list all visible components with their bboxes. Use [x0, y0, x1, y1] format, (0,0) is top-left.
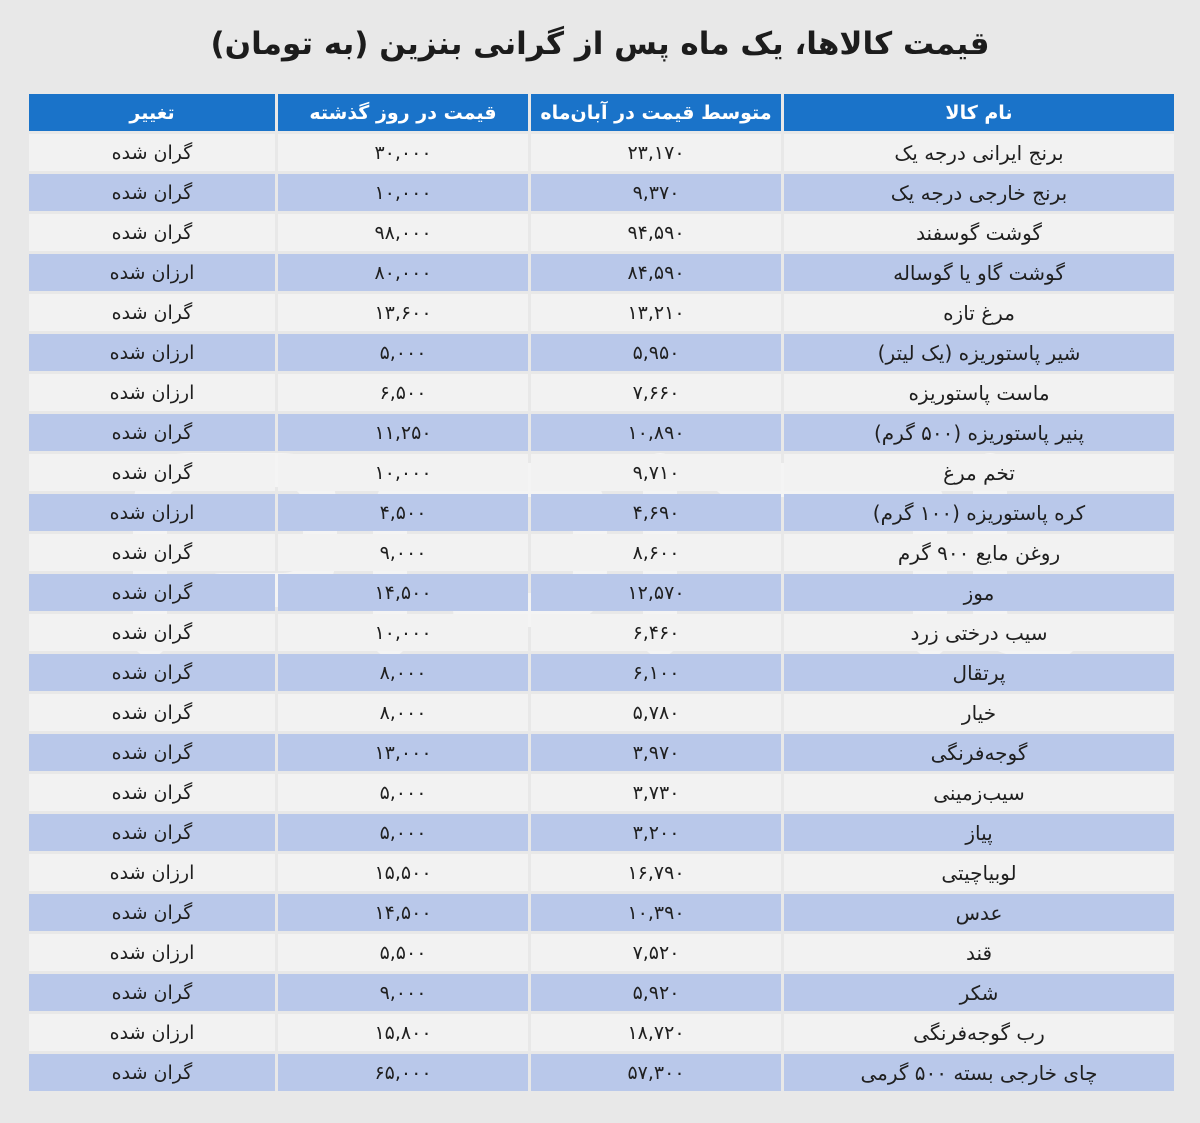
item-name-cell: ماست پاستوریزه	[784, 374, 1174, 411]
change-cell: گران شده	[29, 694, 275, 731]
yesterday-price-cell: ۴,۵۰۰	[278, 494, 528, 531]
average-price-cell: ۳,۷۳۰	[531, 774, 781, 811]
average-price-cell: ۵,۷۸۰	[531, 694, 781, 731]
yesterday-price-cell: ۵,۰۰۰	[278, 814, 528, 851]
table-row	[29, 894, 1174, 931]
yesterday-price-cell: ۸,۰۰۰	[278, 694, 528, 731]
average-price-cell: ۵۷,۳۰۰	[531, 1054, 781, 1091]
table-row	[29, 294, 1174, 331]
table-row	[29, 974, 1174, 1011]
table-row	[29, 494, 1174, 531]
header-item-name: نام کالا	[784, 94, 1174, 131]
item-name-cell: پرتقال	[784, 654, 1174, 691]
item-name-cell: روغن مایع ۹۰۰ گرم	[784, 534, 1174, 571]
change-cell: گران شده	[29, 614, 275, 651]
change-cell: گران شده	[29, 534, 275, 571]
average-price-cell: ۴,۶۹۰	[531, 494, 781, 531]
change-cell: گران شده	[29, 574, 275, 611]
yesterday-price-cell: ۱۵,۸۰۰	[278, 1014, 528, 1051]
yesterday-price-cell: ۸۰,۰۰۰	[278, 254, 528, 291]
item-name-cell: کره پاستوریزه (۱۰۰ گرم)	[784, 494, 1174, 531]
yesterday-price-cell: ۹,۰۰۰	[278, 974, 528, 1011]
item-name-cell: شیر پاستوریزه (یک لیتر)	[784, 334, 1174, 371]
average-price-cell: ۷,۶۶۰	[531, 374, 781, 411]
item-name-cell: برنج خارجی درجه یک	[784, 174, 1174, 211]
yesterday-price-cell: ۱۳,۶۰۰	[278, 294, 528, 331]
yesterday-price-cell: ۱۰,۰۰۰	[278, 454, 528, 491]
table-row	[29, 854, 1174, 891]
average-price-cell: ۸,۶۰۰	[531, 534, 781, 571]
yesterday-price-cell: ۱۱,۲۵۰	[278, 414, 528, 451]
change-cell: گران شده	[29, 774, 275, 811]
table-row	[29, 134, 1174, 171]
item-name-cell: سیب درختی زرد	[784, 614, 1174, 651]
average-price-cell: ۹,۳۷۰	[531, 174, 781, 211]
table-row	[29, 734, 1174, 771]
header-change: تغییر	[29, 94, 275, 131]
average-price-cell: ۹,۷۱۰	[531, 454, 781, 491]
yesterday-price-cell: ۹,۰۰۰	[278, 534, 528, 571]
change-cell: ارزان شده	[29, 934, 275, 971]
yesterday-price-cell: ۵,۰۰۰	[278, 334, 528, 371]
change-cell: گران شده	[29, 134, 275, 171]
yesterday-price-cell: ۱۰,۰۰۰	[278, 614, 528, 651]
average-price-cell: ۱۳,۲۱۰	[531, 294, 781, 331]
item-name-cell: برنج ایرانی درجه یک	[784, 134, 1174, 171]
item-name-cell: تخم مرغ	[784, 454, 1174, 491]
table-row	[29, 774, 1174, 811]
table-body	[29, 134, 1174, 1091]
average-price-cell: ۳,۲۰۰	[531, 814, 781, 851]
yesterday-price-cell: ۳۰,۰۰۰	[278, 134, 528, 171]
table-row	[29, 814, 1174, 851]
page-title: قیمت کالاها، یک ماه پس از گرانی بنزین (به تومان)	[210, 26, 990, 62]
average-price-cell: ۵,۹۲۰	[531, 974, 781, 1011]
item-name-cell: سیب‌زمینی	[784, 774, 1174, 811]
item-name-cell: پیاز	[784, 814, 1174, 851]
change-cell: گران شده	[29, 814, 275, 851]
change-cell: ارزان شده	[29, 334, 275, 371]
item-name-cell: گوشت گاو یا گوساله	[784, 254, 1174, 291]
yesterday-price-cell: ۱۰,۰۰۰	[278, 174, 528, 211]
yesterday-price-cell: ۶۵,۰۰۰	[278, 1054, 528, 1091]
change-cell: گران شده	[29, 214, 275, 251]
change-cell: ارزان شده	[29, 494, 275, 531]
average-price-cell: ۲۳,۱۷۰	[531, 134, 781, 171]
header-yesterday-price: قیمت در روز گذشته	[278, 94, 528, 131]
item-name-cell: خیار	[784, 694, 1174, 731]
change-cell: گران شده	[29, 454, 275, 491]
table-row	[29, 454, 1174, 491]
change-cell: گران شده	[29, 174, 275, 211]
change-cell: ارزان شده	[29, 854, 275, 891]
item-name-cell: لوبیاچیتی	[784, 854, 1174, 891]
yesterday-price-cell: ۱۴,۵۰۰	[278, 894, 528, 931]
yesterday-price-cell: ۱۵,۵۰۰	[278, 854, 528, 891]
table-row	[29, 934, 1174, 971]
change-cell: گران شده	[29, 1054, 275, 1091]
item-name-cell: عدس	[784, 894, 1174, 931]
table-row	[29, 1054, 1174, 1091]
item-name-cell: گوشت گوسفند	[784, 214, 1174, 251]
yesterday-price-cell: ۵,۵۰۰	[278, 934, 528, 971]
average-price-cell: ۱۲,۵۷۰	[531, 574, 781, 611]
yesterday-price-cell: ۱۴,۵۰۰	[278, 574, 528, 611]
average-price-cell: ۹۴,۵۹۰	[531, 214, 781, 251]
table-row	[29, 414, 1174, 451]
yesterday-price-cell: ۱۳,۰۰۰	[278, 734, 528, 771]
item-name-cell: شکر	[784, 974, 1174, 1011]
yesterday-price-cell: ۹۸,۰۰۰	[278, 214, 528, 251]
average-price-cell: ۱۸,۷۲۰	[531, 1014, 781, 1051]
average-price-cell: ۶,۴۶۰	[531, 614, 781, 651]
average-price-cell: ۳,۹۷۰	[531, 734, 781, 771]
item-name-cell: قند	[784, 934, 1174, 971]
item-name-cell: پنیر پاستوریزه (۵۰۰ گرم)	[784, 414, 1174, 451]
item-name-cell: موز	[784, 574, 1174, 611]
change-cell: ارزان شده	[29, 254, 275, 291]
yesterday-price-cell: ۵,۰۰۰	[278, 774, 528, 811]
price-table	[26, 91, 1177, 1094]
change-cell: گران شده	[29, 294, 275, 331]
average-price-cell: ۱۰,۸۹۰	[531, 414, 781, 451]
table-row	[29, 174, 1174, 211]
average-price-cell: ۷,۵۲۰	[531, 934, 781, 971]
table-row	[29, 534, 1174, 571]
change-cell: ارزان شده	[29, 1014, 275, 1051]
table-row	[29, 1014, 1174, 1051]
change-cell: گران شده	[29, 974, 275, 1011]
item-name-cell: رب گوجه‌فرنگی	[784, 1014, 1174, 1051]
table-row	[29, 614, 1174, 651]
table-row	[29, 374, 1174, 411]
table-row	[29, 654, 1174, 691]
average-price-cell: ۱۶,۷۹۰	[531, 854, 781, 891]
table-row	[29, 214, 1174, 251]
change-cell: ارزان شده	[29, 374, 275, 411]
average-price-cell: ۱۰,۳۹۰	[531, 894, 781, 931]
average-price-cell: ۶,۱۰۰	[531, 654, 781, 691]
yesterday-price-cell: ۸,۰۰۰	[278, 654, 528, 691]
average-price-cell: ۵,۹۵۰	[531, 334, 781, 371]
change-cell: گران شده	[29, 734, 275, 771]
table-row	[29, 254, 1174, 291]
header-average-price: متوسط قیمت در آبان‌ماه	[531, 94, 781, 131]
item-name-cell: چای خارجی بسته ۵۰۰ گرمی	[784, 1054, 1174, 1091]
table-row	[29, 694, 1174, 731]
yesterday-price-cell: ۶,۵۰۰	[278, 374, 528, 411]
change-cell: گران شده	[29, 414, 275, 451]
table-row	[29, 334, 1174, 371]
item-name-cell: مرغ تازه	[784, 294, 1174, 331]
table-header-row	[29, 94, 1174, 131]
table-row	[29, 574, 1174, 611]
change-cell: گران شده	[29, 654, 275, 691]
average-price-cell: ۸۴,۵۹۰	[531, 254, 781, 291]
item-name-cell: گوجه‌فرنگی	[784, 734, 1174, 771]
change-cell: گران شده	[29, 894, 275, 931]
